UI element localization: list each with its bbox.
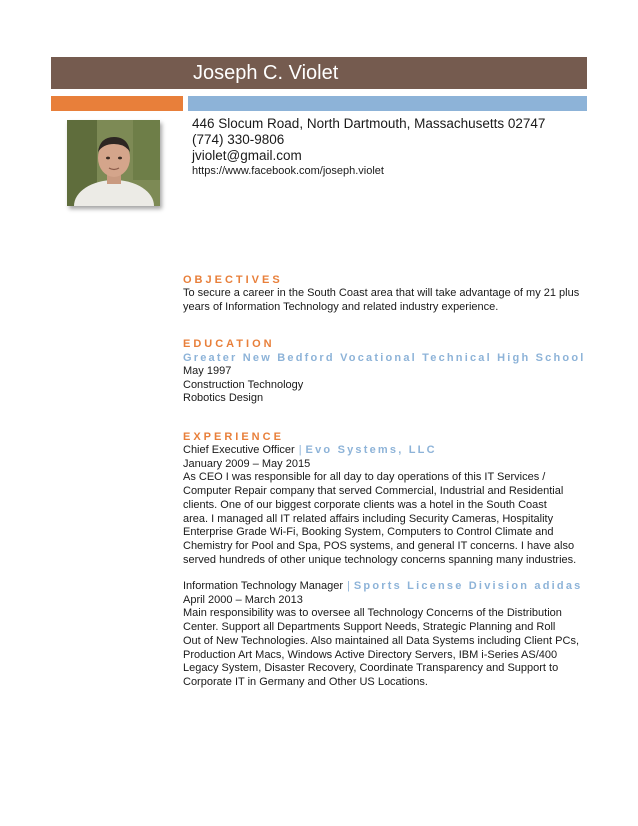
job-description-line: Enterprise Grade Wi-Fi, Booking System, Computers to Control Climate and: [183, 526, 554, 539]
job-dates: April 2000 – March 2013: [183, 593, 303, 606]
school-name: Greater New Bedford Vocational Technical High School: [183, 352, 586, 364]
education-date: May 1997: [183, 365, 232, 377]
education-item: Robotics Design: [183, 392, 264, 405]
job-description-line: clients. One of our biggest corporate clients was a hotel in the South Coast: [183, 498, 547, 511]
phone-number: (774) 330-9806: [192, 132, 285, 147]
job-description-line: Chemistry for Pool and Spa, POS systems, and general IT concerns. I have also: [183, 539, 575, 552]
job-description-line: Main responsibility was to oversee all Technology Concerns of the Distribution: [183, 607, 562, 620]
job-company: Sports License Division adidas: [353, 580, 583, 592]
address: 446 Slocum Road, North Dartmouth, Massachusetts 02747: [192, 116, 546, 131]
job-description-line: Computer Repair company that served Commercial, Industrial and Residential: [183, 485, 564, 498]
job-description-line: served hundreds of other unique technology concerns spanning many industries.: [183, 553, 577, 566]
job-position: Chief Executive Officer: [183, 444, 295, 456]
profile-photo: [67, 120, 160, 206]
job-description-line: Legacy System, Disaster Recovery, Coordinate Transparency and Support to: [183, 662, 559, 675]
objectives-text: [183, 287, 583, 314]
job-description-line: area. I managed all IT related affairs including Security Cameras, Hospitality: [183, 512, 554, 525]
person-name: Joseph C. Violet: [193, 62, 339, 84]
accent-bar-orange: [51, 96, 183, 111]
education-details: [183, 365, 583, 406]
job-description-line: Out of New Technologies. Also maintained all Data Systems including Client PCs,: [183, 634, 579, 647]
job-description-line: Corporate IT in Germany and Other US Locations.: [183, 675, 428, 688]
education-heading: EDUCATION: [183, 338, 275, 350]
name-banner: [51, 57, 587, 89]
objectives-heading: OBJECTIVES: [183, 274, 283, 286]
education-item: Construction Technology: [183, 378, 304, 391]
job-separator: |: [347, 580, 350, 592]
job-description-line: As CEO I was responsible for all day to day operations of this IT Services /: [183, 471, 546, 484]
job-separator: |: [298, 444, 302, 456]
job-title-row: [183, 444, 583, 458]
facebook-link[interactable]: https://www.facebook.com/joseph.violet: [192, 165, 384, 177]
job-title-row: [183, 580, 583, 594]
job-company: Evo Systems, LLC: [305, 444, 437, 456]
job-position: Information Technology Manager: [183, 580, 344, 592]
experience-heading: EXPERIENCE: [183, 431, 284, 443]
objectives-line: To secure a career in the South Coast area that will take advantage of my 21 plus: [183, 287, 580, 299]
job-description-line: Production Art Macs, Windows Active Directory Servers, IBM i-Series AS/400: [183, 648, 558, 661]
job-entry-ceo: [183, 444, 583, 567]
job-dates: January 2009 – May 2015: [183, 457, 311, 470]
contact-info: [192, 116, 545, 178]
job-entry-it-manager: [183, 580, 583, 690]
objectives-line: years of Information Technology and related industry experience.: [183, 300, 499, 313]
accent-bar-blue: [188, 96, 587, 111]
email-address: jviolet@gmail.com: [192, 148, 302, 163]
job-description-line: Center. Support all Departments Support Needs, Strategic Planning and Roll: [183, 621, 556, 634]
